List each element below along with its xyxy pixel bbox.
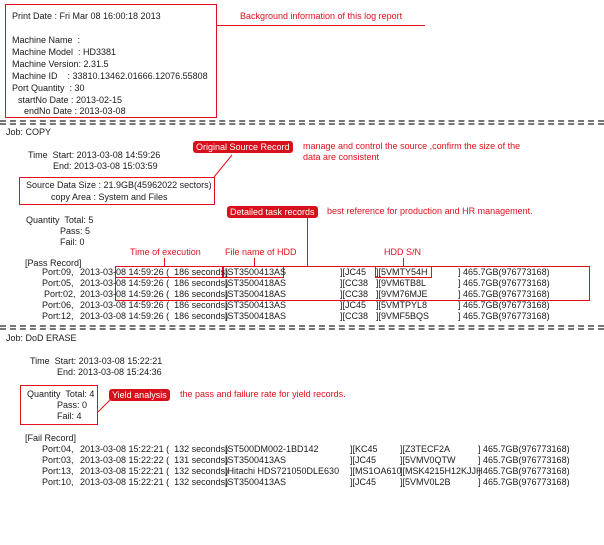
record-port: Port:02, (44, 289, 76, 299)
record-size: ] 465.7GB(976773168) (458, 278, 550, 288)
record-fw: ][JC45 (340, 300, 367, 310)
record-size: ] 465.7GB(976773168) (478, 466, 570, 476)
hdd-sn-annotation: HDD S/N (384, 247, 422, 257)
record-date: 2013-03-08 14:59:26 ( 186 seconds) (80, 278, 229, 288)
record-row (0, 311, 604, 322)
record-port: Port:05, (42, 278, 74, 288)
record-fw: ][CC38 (340, 278, 369, 288)
record-row (0, 289, 604, 300)
record-sn: ][5VMV0L2B (400, 477, 451, 487)
pass-record-header: [Pass Record] (25, 258, 82, 268)
machine-id: Machine ID : 33810.13462.01666.12076.55808 (12, 71, 208, 81)
record-model: [ST3500413AS (225, 455, 287, 465)
record-date: 2013-03-08 15:22:21 ( 132 seconds) (80, 466, 229, 476)
copy-time-end: End: 2013-03-08 15:03:59 (53, 161, 158, 171)
record-model: [ST3500413AS (225, 300, 287, 310)
record-size: ] 465.7GB(976773168) (458, 289, 550, 299)
copy-quantity-pass: Pass: 5 (60, 226, 91, 236)
record-row (0, 300, 604, 311)
record-port: Port:06, (42, 300, 74, 310)
record-model: [Hitachi HDS721050DLE630 (225, 466, 340, 476)
record-date: 2013-03-08 14:59:26 ( 186 seconds) (80, 300, 229, 310)
record-port: Port:13, (42, 466, 74, 476)
record-size: ] 465.7GB(976773168) (478, 477, 570, 487)
time-execution-connector (164, 258, 165, 266)
detailed-task-label: Detailed task records (227, 206, 318, 218)
erase-quantity-total: Quantity Total: 4 (27, 389, 95, 399)
record-size: ] 465.7GB(976773168) (478, 444, 570, 454)
erase-time-start: Time Start: 2013-03-08 15:22:21 (30, 356, 163, 366)
copy-job-title: Job: COPY (6, 127, 52, 137)
erase-quantity-fail: Fail: 4 (57, 411, 82, 421)
record-date: 2013-03-08 14:59:26 ( 186 seconds) (80, 311, 229, 321)
machine-version: Machine Version: 2.31.5 (12, 59, 109, 69)
record-size: ] 465.7GB(976773168) (478, 455, 570, 465)
record-row (0, 477, 604, 488)
record-fw: ][KC45 (350, 444, 378, 454)
separator (0, 120, 604, 125)
erase-job-title: Job: DoD ERASE (6, 333, 77, 343)
record-date: 2013-03-08 15:22:22 ( 131 seconds) (80, 455, 229, 465)
record-date: 2013-03-08 15:22:21 ( 132 seconds) (80, 444, 229, 454)
background-annotation: Background information of this log report (240, 11, 403, 21)
record-fw: ][JC45 (350, 477, 377, 487)
detailed-connector (307, 218, 308, 266)
file-name-connector (254, 258, 255, 266)
copy-quantity-total: Quantity Total: 5 (26, 215, 94, 225)
record-sn: ][Z3TECF2A (400, 444, 451, 454)
record-date: 2013-03-08 14:59:26 ( 186 seconds) (80, 289, 229, 299)
record-fw: ][JC45 (340, 267, 367, 277)
record-row (0, 278, 604, 289)
record-fw: ][CC38 (340, 311, 369, 321)
copy-time-start: Time Start: 2013-03-08 14:59:26 (28, 150, 161, 160)
record-model: [ST3500413AS (225, 477, 287, 487)
record-port: Port:03, (42, 455, 74, 465)
print-date: Print Date : Fri Mar 08 16:00:18 2013 (12, 11, 161, 21)
detailed-task-annotation: best reference for production and HR management. (327, 206, 533, 216)
time-execution-annotation: Time of execution (130, 247, 201, 257)
record-sn: ][9VMF5BQS (376, 311, 430, 321)
record-model: [ST3500418AS (225, 311, 287, 321)
record-model: [ST3500413AS (225, 267, 287, 277)
yield-analysis-label: Yield analysis (109, 389, 170, 401)
port-quantity: Port Quantity : 30 (12, 83, 85, 93)
background-connector (217, 25, 425, 26)
source-data-size: Source Data Size : 21.9GB(45962022 sectors) (26, 180, 212, 190)
record-fw: ][JC45 (350, 455, 377, 465)
record-row (0, 267, 604, 278)
fail-record-header: [Fail Record] (25, 433, 77, 443)
record-port: Port:12, (42, 311, 74, 321)
record-sn: ][5VMV0QTW (400, 455, 456, 465)
source-connector (210, 153, 240, 179)
separator (0, 325, 604, 330)
record-date: 2013-03-08 15:22:21 ( 132 seconds) (80, 477, 229, 487)
record-model: [ST3500418AS (225, 278, 287, 288)
copy-quantity-fail: Fail: 0 (60, 237, 85, 247)
erase-time-end: End: 2013-03-08 15:24:36 (57, 367, 162, 377)
record-sn: ][9VM76MJE (376, 289, 428, 299)
start-date: startNo Date : 2013-02-15 (18, 95, 123, 105)
record-port: Port:10, (42, 477, 74, 487)
record-port: Port:04, (42, 444, 74, 454)
yield-annotation: the pass and failure rate for yield records. (180, 389, 346, 399)
source-annotation-line1: manage and control the source ,confirm the size of the (303, 141, 521, 151)
record-row (0, 466, 604, 477)
record-row (0, 444, 604, 455)
erase-quantity-pass: Pass: 0 (57, 400, 88, 410)
copy-area: copy Area : System and Files (51, 192, 168, 202)
end-date: endNo Date : 2013-03-08 (24, 106, 126, 116)
record-fw: ][CC38 (340, 289, 369, 299)
record-sn: ][5VMTY54H (376, 267, 428, 277)
record-model: [ST3500418AS (225, 289, 287, 299)
source-annotation-line2: data are consistent (303, 152, 380, 162)
record-date: 2013-03-08 14:59:26 ( 186 seconds) (80, 267, 229, 277)
record-size: ] 465.7GB(976773168) (458, 311, 550, 321)
record-size: ] 465.7GB(976773168) (458, 267, 550, 277)
record-sn: ][5VMTPYL8 (376, 300, 428, 310)
record-sn: ][9VM6TB8L (376, 278, 427, 288)
record-port: Port:09, (42, 267, 74, 277)
record-row (0, 455, 604, 466)
record-fw: ][MS1OA610 (350, 466, 402, 476)
hdd-sn-connector (403, 258, 404, 266)
record-size: ] 465.7GB(976773168) (458, 300, 550, 310)
machine-model: Machine Model : HD3381 (12, 47, 117, 57)
file-name-annotation: File name of HDD (225, 247, 297, 257)
record-model: [ST500DM002-1BD142 (225, 444, 319, 454)
source-record-label: Original Source Record (193, 141, 293, 153)
machine-name: Machine Name : (12, 35, 81, 45)
record-sn: ][MSK4215H12KJJH (400, 466, 483, 476)
